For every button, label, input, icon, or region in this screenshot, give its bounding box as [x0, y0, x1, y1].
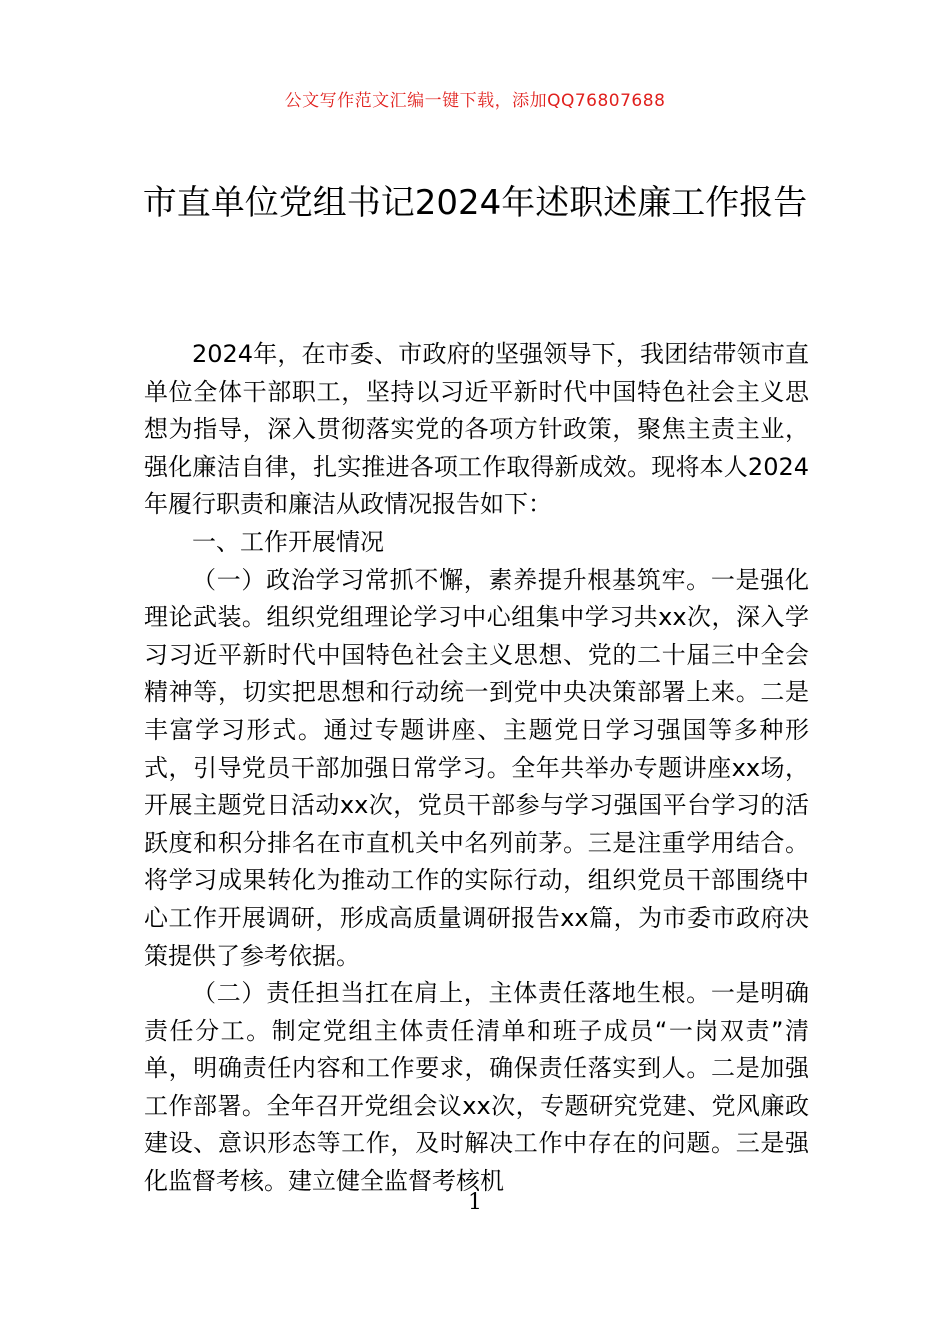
download-banner: 公文写作范文汇编一键下载，添加QQ76807688 [284, 91, 666, 111]
intro-paragraph: 2024年，在市委、市政府的坚强领导下，我团结带领市直单位全体干部职工，坚持以习近平新时代中国特色社会主义思想为指导，深入贯彻落实党的各项方针政策，聚焦主责主业，强化廉洁自律，扎实推进各项工作取得新成效。现将本人2024年履行职责和廉洁从政情况报告如下： [144, 340, 809, 519]
body-paragraph: （一）政治学习常抓不懈，素养提升根基筑牢。一是强化理论武装。组织党组理论学习中心组集中学习共xx次，深入学习习近平新时代中国特色社会主义思想、党的二十届三中全会精神等，切实把思想和行动统一到党中央决策部署上来。二是丰富学习形式。通过专题讲座、主题党日学习强国等多种形式，引导党员干部加强日常学习。全年共举办专题讲座xx场，开展主题党日活动xx次，党员干部参与学习强国平台学习的活跃度和积分排名在市直机关中名列前茅。三是注重学用结合。将学习成果转化为推动工作的实际行动，组织党员干部围绕中心工作开展调研，形成高质量调研报告xx篇，为市委市政府决策提供了参考依据。 [144, 565, 809, 970]
page-number: 1 [468, 1190, 482, 1215]
document-body [144, 336, 809, 1201]
document-title: 市直单位党组书记2024年述职述廉工作报告 [142, 183, 808, 223]
section-heading: 一、工作开展情况 [192, 527, 384, 556]
body-paragraph: （二）责任担当扛在肩上，主体责任落地生根。一是明确责任分工。制定党组主体责任清单和班子成员“一岗双责”清单，明确责任内容和工作要求，确保责任落实到人。二是加强工作部署。全年召开党组会议xx次，专题研究党建、党风廉政建设、意识形态等工作，及时解决工作中存在的问题。三是强化监督考核。建立健全监督考核机 [144, 979, 809, 1196]
